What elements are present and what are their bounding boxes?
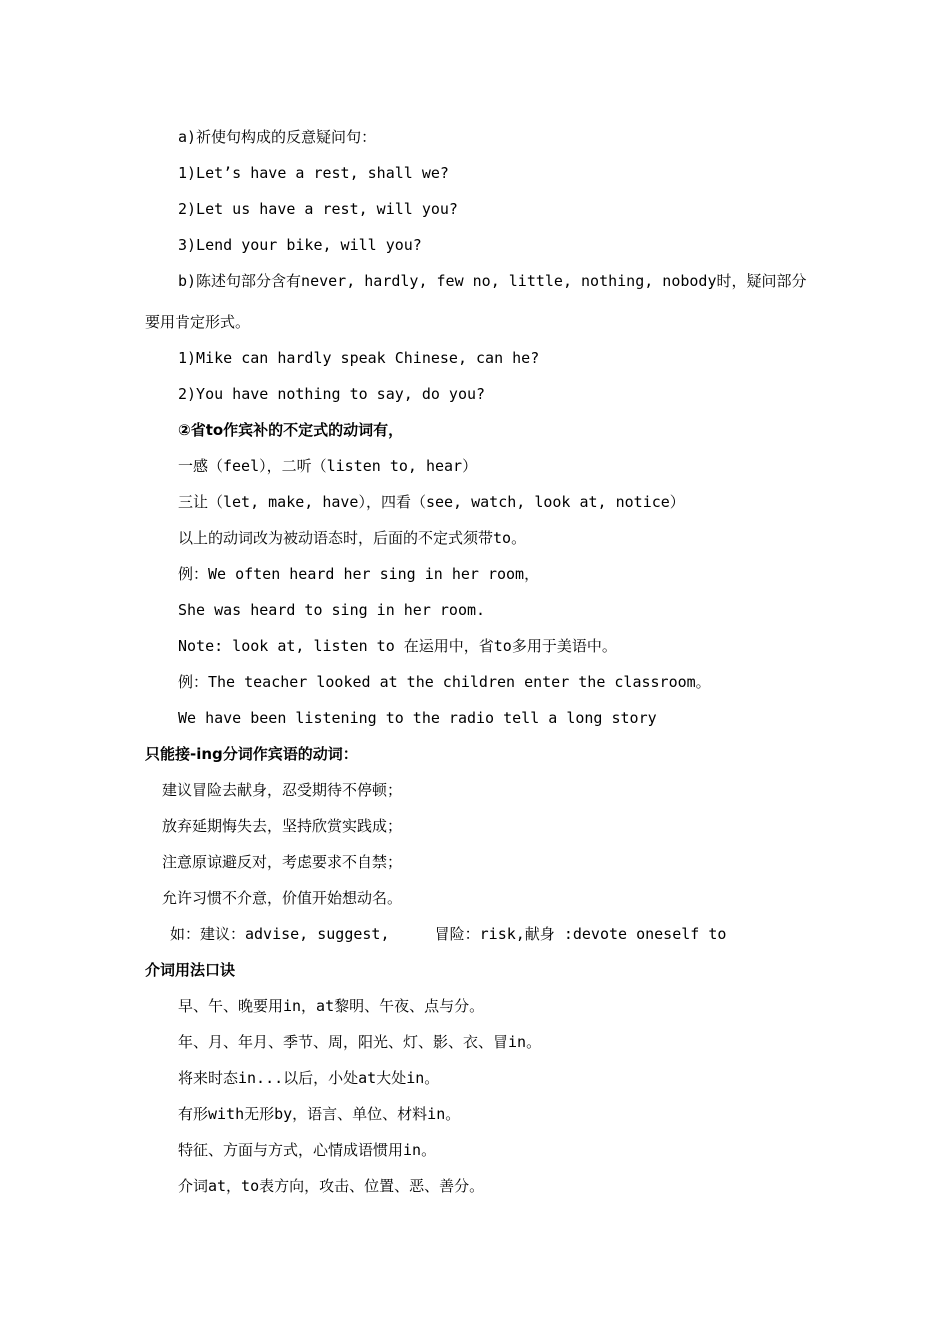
example-line: 如：建议：advise, suggest, 冒险：risk,献身 :devote oneself to — [170, 925, 727, 943]
section-a-heading: a)祈使句构成的反意疑问句： — [178, 128, 377, 146]
rhyme-line: 介词at，to表方向，攻击、位置、恶、善分。 — [178, 1177, 485, 1195]
section-3-heading: 只能接-ing分词作宾语的动词： — [145, 745, 358, 763]
section-2-heading: ②省to作宾补的不定式的动词有， — [178, 421, 404, 439]
example-line: 例：We often heard her sing in her room， — [178, 565, 540, 583]
section-4-heading: 介词用法口诀 — [145, 961, 236, 979]
example-line: 例：The teacher looked at the children enter the classroom。 — [178, 673, 711, 691]
rhyme-line: 特征、方面与方式，心情成语惯用in。 — [178, 1141, 437, 1159]
example-line: 2)You have nothing to say, do you? — [178, 385, 486, 403]
rhyme-line: 允许习惯不介意，价值开始想动名。 — [162, 889, 403, 907]
rhyme-line: 有形with无形by，语言、单位、材料in。 — [178, 1105, 461, 1123]
example-line: 2)Let us have a rest, will you? — [178, 200, 458, 218]
text-line: 以上的动词改为被动语态时，后面的不定式须带to。 — [178, 529, 527, 547]
rhyme-line: 注意原谅避反对，考虑要求不自禁； — [162, 853, 403, 871]
rhyme-line: 放弃延期悔失去，坚持欣赏实践成； — [162, 817, 403, 835]
section-b-line1: b)陈述句部分含有never, hardly, few no, little, nothing, nobody时，疑问部分 — [178, 272, 807, 290]
note-line: Note: look at, listen to 在运用中，省to多用于美语中。 — [178, 637, 617, 655]
example-line: She was heard to sing in her room. — [178, 601, 486, 619]
section-b-line2: 要用肯定形式。 — [145, 313, 251, 331]
example-line: We have been listening to the radio tell a long story — [178, 709, 657, 727]
example-line: 3)Lend your bike, will you? — [178, 236, 422, 254]
text-line: 三让（let, make, have），四看（see, watch, look at, notice） — [178, 493, 685, 511]
rhyme-line: 年、月、年月、季节、周，阳光、灯、影、衣、冒in。 — [178, 1033, 542, 1051]
rhyme-line: 建议冒险去献身，忍受期待不停顿； — [162, 781, 403, 799]
example-line: 1)Let’s have a rest, shall we? — [178, 164, 449, 182]
text-line: 一感（feel），二听（listen to, hear） — [178, 457, 478, 475]
example-line: 1)Mike can hardly speak Chinese, can he? — [178, 349, 540, 367]
rhyme-line: 将来时态in...以后，小处at大处in。 — [178, 1069, 440, 1087]
rhyme-line: 早、午、晚要用in，at黎明、午夜、点与分。 — [178, 997, 485, 1015]
